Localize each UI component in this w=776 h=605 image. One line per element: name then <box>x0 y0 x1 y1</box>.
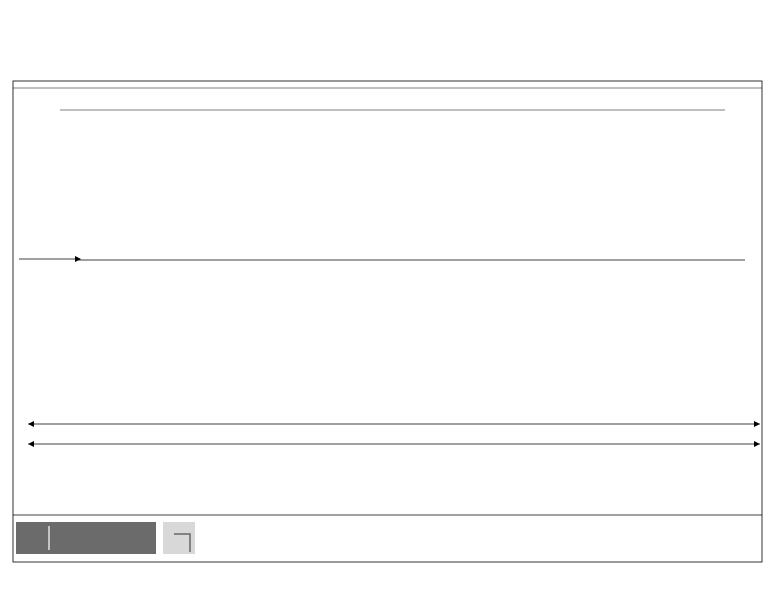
rail-arrow-24v-right <box>754 421 760 427</box>
rail-arrow-left-top <box>75 256 81 262</box>
rail-arrow-0v-left <box>28 441 34 447</box>
rail-arrow-0v-right <box>754 441 760 447</box>
drawing-frame <box>13 81 762 562</box>
pc-schematic-logo <box>16 522 195 554</box>
rail-arrow-24v-left <box>28 421 34 427</box>
